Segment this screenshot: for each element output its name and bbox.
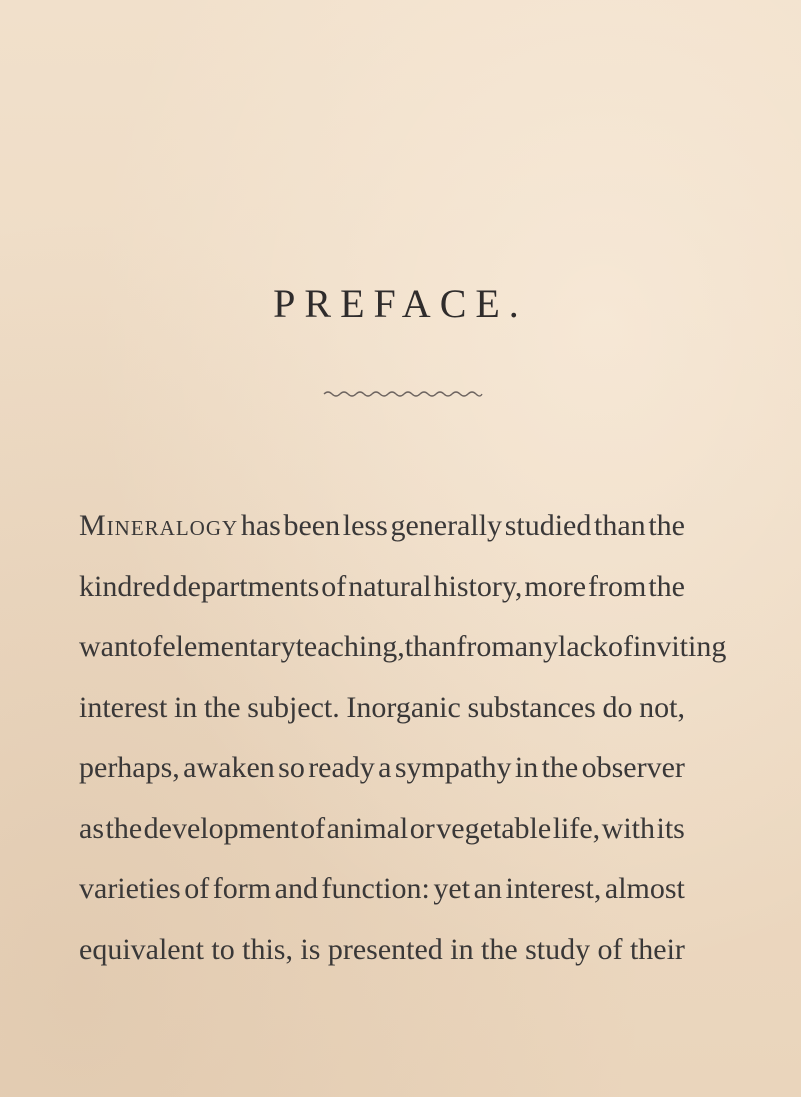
word: of xyxy=(321,569,347,603)
word: is xyxy=(300,932,321,966)
text-line xyxy=(79,799,685,860)
word: the xyxy=(541,751,579,784)
word: the xyxy=(105,811,143,845)
text-line xyxy=(79,920,685,981)
word: development xyxy=(143,811,299,845)
word: natural xyxy=(348,569,432,603)
word: history, xyxy=(433,569,523,603)
word: of xyxy=(608,630,633,663)
word: been xyxy=(283,509,341,542)
word: the xyxy=(648,509,685,542)
word: an xyxy=(473,872,502,905)
word: animal xyxy=(326,811,409,845)
word: vegetable xyxy=(436,811,552,845)
word: yet xyxy=(433,872,471,905)
word: a xyxy=(378,751,392,784)
word: this, xyxy=(242,932,293,966)
word: interest, xyxy=(505,872,602,905)
word: of xyxy=(137,630,163,663)
word: less xyxy=(342,509,388,542)
word: study xyxy=(525,932,591,966)
word: perhaps, xyxy=(79,751,180,784)
word: kindred xyxy=(79,569,171,603)
word: in xyxy=(450,932,474,966)
word: the xyxy=(203,690,241,724)
word: Mineralogy xyxy=(79,509,239,542)
word: do xyxy=(602,690,633,724)
word: has xyxy=(240,509,281,542)
word: of xyxy=(184,872,210,905)
word: awaken xyxy=(183,751,275,784)
text-line xyxy=(79,738,685,799)
word: inviting xyxy=(633,630,727,663)
word: to xyxy=(211,932,235,966)
word: in xyxy=(514,751,539,784)
wavy-rule-ornament xyxy=(322,388,484,400)
word: in xyxy=(173,690,198,724)
word: or xyxy=(409,811,435,845)
word: form xyxy=(212,872,272,905)
word: than xyxy=(594,509,646,542)
text-line xyxy=(79,678,685,739)
word: the xyxy=(481,932,518,966)
word: observer xyxy=(581,751,685,784)
word: substances xyxy=(467,690,596,724)
word: interest xyxy=(79,690,168,724)
word: and xyxy=(274,872,318,905)
text-line xyxy=(79,617,727,678)
word: life, xyxy=(552,811,601,845)
word: its xyxy=(656,811,685,845)
word: want xyxy=(79,630,138,663)
word: of xyxy=(300,811,326,845)
word: more xyxy=(524,569,587,603)
page-title: PREFACE. xyxy=(273,281,528,326)
word: lack xyxy=(558,630,608,663)
word: almost xyxy=(604,872,685,905)
word: presented xyxy=(327,932,443,966)
word: of xyxy=(597,932,623,966)
word: function: xyxy=(321,872,430,905)
word: their xyxy=(629,932,685,966)
word: equivalent xyxy=(79,932,204,966)
word: so xyxy=(278,751,305,784)
word: elementary xyxy=(162,630,296,663)
word: studied xyxy=(504,509,592,542)
word: sympathy xyxy=(394,751,512,784)
preface-paragraph xyxy=(79,496,727,980)
text-line xyxy=(79,557,685,618)
word: generally xyxy=(390,509,503,542)
word: from xyxy=(456,630,515,663)
word: subject. xyxy=(247,690,340,724)
word: as xyxy=(79,811,104,845)
text-line xyxy=(79,496,685,557)
word: from xyxy=(588,569,647,603)
word: teaching, xyxy=(295,630,405,663)
word: than xyxy=(404,630,457,663)
word: ready xyxy=(308,751,375,784)
word: with xyxy=(601,811,656,845)
word: not, xyxy=(639,690,685,724)
word: departments xyxy=(172,569,320,603)
word: varieties xyxy=(79,872,181,905)
word: Inorganic xyxy=(346,690,461,724)
word: any xyxy=(514,630,559,663)
word: the xyxy=(648,569,685,603)
text-line xyxy=(79,859,685,920)
